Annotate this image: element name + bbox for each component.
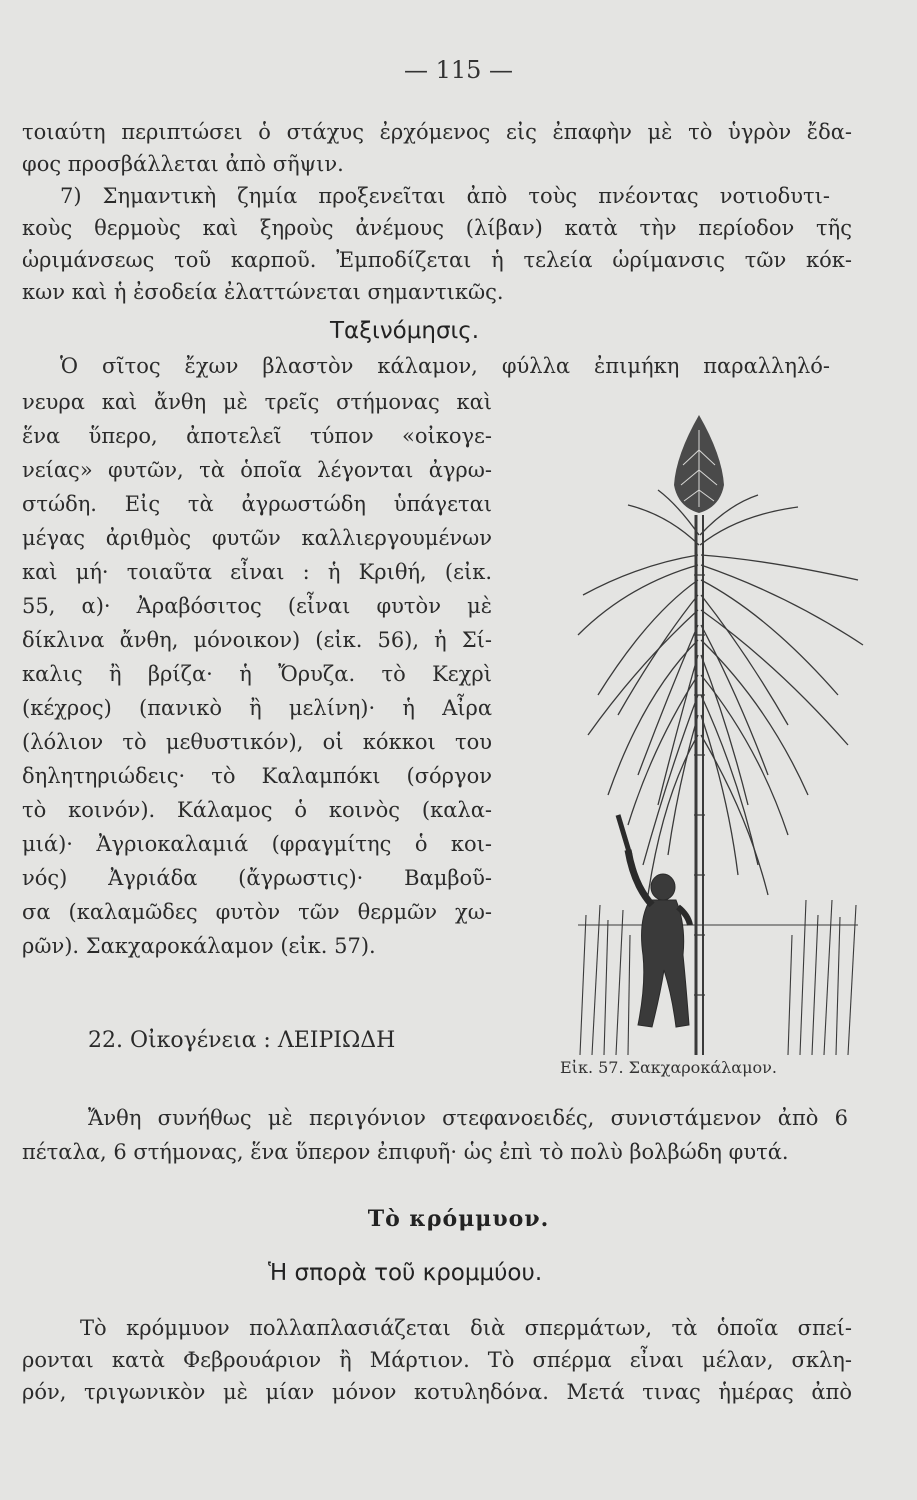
text-line: νείας» φυτῶν, τὰ ὁποῖα λέγονται ἀγρω- [22, 458, 492, 482]
sugarcane-illustration [568, 395, 868, 1060]
text-line: (λόλιον τὸ μεθυστικόν), οἱ κόκκοι του [22, 730, 492, 754]
text-line: ρῶν). Σακχαροκάλαμον (εἰκ. 57). [22, 934, 376, 958]
section-title-onion: Τὸ κρόμμυον. [367, 1206, 550, 1232]
text-line: νευρα καὶ ἄνθη μὲ τρεῖς στήμονας καὶ [22, 390, 492, 414]
text-line: κων καὶ ἡ ἐσοδεία ἐλαττώνεται σημαντικῶς. [22, 280, 504, 304]
text-line: καὶ μή· τοιαῦτα εἶναι : ἡ Κριθή, (εἰκ. [22, 560, 492, 584]
text-line: μέγας ἀριθμὸς φυτῶν καλλιεργουμένων [22, 526, 492, 550]
text-line: στώδη. Εἰς τὰ ἀγρωστώδη ὑπάγεται [22, 492, 492, 516]
text-line: τὸ κοινόν). Κάλαμος ὁ κοινὸς (καλα- [22, 798, 492, 822]
text-line: πέταλα, 6 στήμονας, ἕνα ὕπερον ἐπιφυῆ· ὡς ἐπὶ τὸ πολὺ βολβώδη φυτά. [22, 1140, 789, 1164]
text-line: σα (καλαμῶδες φυτὸν τῶν θερμῶν χω- [22, 900, 492, 924]
text-line: φος προσβάλλεται ἀπὸ σῆψιν. [22, 152, 344, 176]
text-line: Ὁ σῖτος ἔχων βλαστὸν κάλαμον, φύλλα ἐπιμήκη παραλληλό- [60, 354, 830, 378]
text-line: νός) Ἀγριάδα (ἄγρωστις)· Βαμβοῦ- [22, 866, 492, 890]
text-line: 7) Σημαντικὴ ζημία προξενεῖται ἀπὸ τοὺς πνέοντας νοτιοδυτι- [60, 184, 830, 208]
section-heading-sowing: Ἡ σπορὰ τοῦ κρομμύου. [268, 1260, 543, 1286]
text-line: Ἄνθη συνήθως μὲ περιγόνιον στεφανοειδές, συνιστάμενον ἀπὸ 6 [88, 1106, 848, 1130]
page-number: — 115 — [403, 56, 514, 84]
text-line: δίκλινα ἄνθη, μόνοικον) (εἰκ. 56), ἡ Σί- [22, 628, 492, 652]
text-line: ὡριμάνσεως τοῦ καρποῦ. Ἐμποδίζεται ἡ τελεία ὡρίμανσις τῶν κόκ- [22, 248, 852, 272]
text-line: τοιαύτη περιπτώσει ὁ στάχυς ἐρχόμενος εἰς ἐπαφὴν μὲ τὸ ὑγρὸν ἔδα- [22, 120, 852, 144]
figure-caption: Εἰκ. 57. Σακχαροκάλαμον. [560, 1058, 777, 1077]
text-line: καλις ἢ βρίζα· ἡ Ὄρυζα. τὸ Κεχρὶ [22, 662, 492, 686]
text-line: 55, α)· Ἀραβόσιτος (εἶναι φυτὸν μὲ [22, 594, 492, 618]
text-line: μιά)· Ἀγριοκαλαμιά (φραγμίτης ὁ κοι- [22, 832, 492, 856]
text-line: ρόν, τριγωνικὸν μὲ μίαν μόνον κοτυληδόνα. Μετά τινας ἡμέρας ἀπὸ [22, 1380, 852, 1404]
text-line: δηλητηριώδεις· τὸ Καλαμπόκι (σόργον [22, 764, 492, 788]
text-line: κοὺς θερμοὺς καὶ ξηροὺς ἀνέμους (λίβαν) κατὰ τὴν περίοδον τῆς [22, 216, 852, 240]
text-line: Τὸ κρόμμυον πολλαπλασιάζεται διὰ σπερμάτων, τὰ ὁποῖα σπεί- [80, 1316, 852, 1340]
text-line: (κέχρος) (πανικὸ ἢ μελίνη)· ἡ Αἶρα [22, 696, 492, 720]
section-heading-classification: Ταξινόμησις. [330, 318, 480, 344]
family-heading: 22. Οἰκογένεια : ΛΕΙΡΙΩΔΗ [88, 1028, 396, 1053]
text-line: ἕνα ὕπερο, ἀποτελεῖ τύπον «οἰκογε- [22, 424, 492, 448]
text-line: ρονται κατὰ Φεβρουάριον ἢ Μάρτιον. Τὸ σπέρμα εἶναι μέλαν, σκλη- [22, 1348, 852, 1372]
